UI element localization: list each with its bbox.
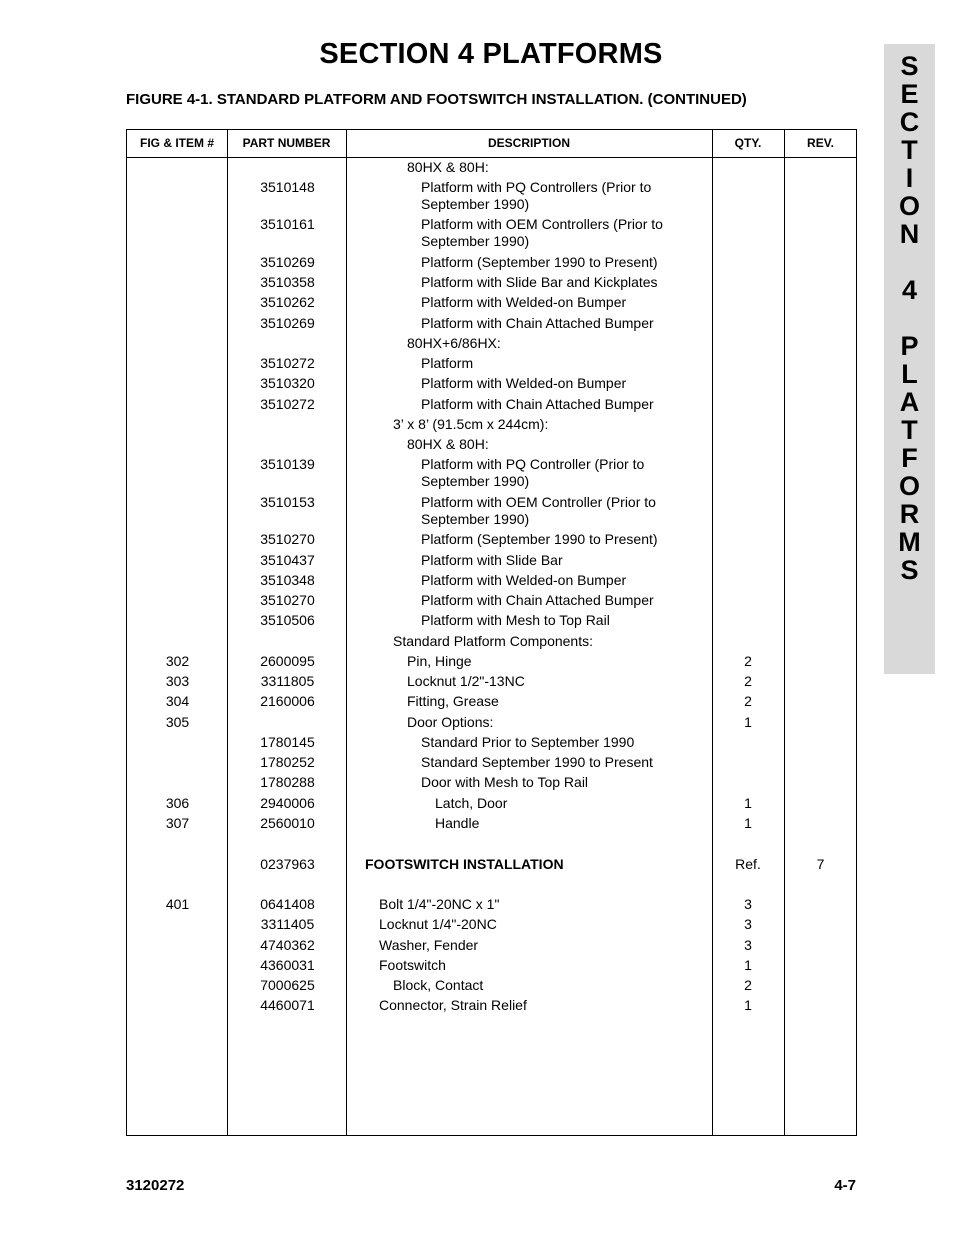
fig-item-cell: 304	[165, 693, 190, 709]
part-number-cell: 3311805	[260, 673, 315, 689]
description-cell: Handle	[435, 815, 480, 831]
qty-cell: 1	[744, 714, 752, 730]
part-number-cell: 3510437	[260, 552, 315, 568]
description-cell: Fitting, Grease	[407, 693, 499, 709]
description-cell: Door with Mesh to Top Rail	[421, 774, 589, 790]
description-cell: FOOTSWITCH INSTALLATION	[365, 856, 564, 872]
header-description: DESCRIPTION	[487, 136, 570, 150]
side-tab-letter: T	[901, 135, 918, 165]
description-cell: Platform with Chain Attached Bumper	[421, 592, 654, 608]
part-number-cell: 3510348	[260, 572, 315, 588]
side-tab-letter: R	[899, 499, 920, 529]
part-number-cell: 0641408	[260, 896, 315, 912]
description-cell: Standard Prior to September 1990	[421, 734, 635, 750]
description-cell: Pin, Hinge	[407, 653, 472, 669]
qty-cell: 1	[744, 795, 752, 811]
header-fig-item: FIG & ITEM #	[139, 136, 214, 150]
description-cell: Connector, Strain Relief	[379, 997, 527, 1013]
qty-cell: 1	[744, 997, 752, 1013]
qty-cell: 3	[744, 916, 752, 932]
description-cell: Platform with OEM Controller (Prior to	[421, 494, 656, 510]
description-cell: 80HX & 80H:	[407, 159, 489, 175]
description-cell: Standard Platform Components:	[393, 633, 593, 649]
description-cell: Locknut 1/2"-13NC	[407, 673, 525, 689]
header-qty: QTY.	[734, 136, 762, 150]
part-number-cell: 3510262	[260, 294, 315, 310]
header-rev: REV.	[807, 136, 834, 150]
side-tab-letter: I	[905, 163, 914, 193]
part-number-cell: 3510272	[260, 396, 315, 412]
side-tab-letter: S	[900, 51, 919, 81]
qty-cell: Ref.	[735, 856, 761, 872]
part-number-cell: 2940006	[260, 795, 315, 811]
part-number-cell: 3510269	[260, 315, 315, 331]
page-number: 4-7	[834, 1177, 856, 1194]
description-cell: 3’ x 8’ (91.5cm x 244cm):	[393, 416, 549, 432]
description-cell: Platform with PQ Controller (Prior to	[421, 456, 645, 472]
part-number-cell: 3510320	[260, 375, 315, 391]
description-cell: Latch, Door	[435, 795, 508, 811]
part-number-cell: 4360031	[260, 957, 315, 973]
description-cell: Platform with Slide Bar and Kickplates	[421, 274, 658, 290]
description-cell: Platform with Welded-on Bumper	[421, 375, 627, 391]
description-cell: Standard September 1990 to Present	[421, 754, 653, 770]
description-cell: Washer, Fender	[379, 937, 479, 953]
fig-item-cell: 307	[165, 815, 190, 831]
part-number-cell: 4740362	[260, 937, 315, 953]
side-tab-letter: E	[900, 79, 919, 109]
part-number-cell: 2600095	[260, 653, 315, 669]
fig-item-cell: 401	[165, 896, 190, 912]
side-tab-letter: 4	[901, 275, 918, 305]
header-part-number: PART NUMBER	[242, 136, 331, 150]
part-number-cell: 3510358	[260, 274, 315, 290]
part-number-cell: 1780252	[260, 754, 315, 770]
side-tab-letter: O	[898, 471, 920, 501]
side-tab-letter: T	[901, 415, 918, 445]
part-number-cell: 1780145	[260, 734, 315, 750]
description-cell: 80HX & 80H:	[407, 436, 489, 452]
side-tab-letter: A	[899, 387, 920, 417]
description-cell: Block, Contact	[393, 977, 484, 993]
description-cell: Door Options:	[407, 714, 494, 730]
side-tab-letter: M	[898, 527, 921, 557]
qty-cell: 2	[744, 653, 752, 669]
qty-cell: 2	[744, 693, 752, 709]
fig-item-cell: 302	[165, 653, 190, 669]
description-cell: Platform with OEM Controllers (Prior to	[421, 216, 663, 232]
part-number-cell: 3510153	[260, 494, 315, 510]
column-divider	[784, 130, 785, 1135]
part-number-cell: 3510270	[260, 531, 315, 547]
section-side-tab	[884, 44, 935, 674]
part-number-cell: 3510139	[260, 456, 315, 472]
part-number-cell: 7000625	[260, 977, 315, 993]
part-number-cell: 4460071	[260, 997, 315, 1013]
rev-cell: 7	[816, 856, 825, 872]
document-number: 3120272	[126, 1177, 185, 1194]
part-number-cell: 3510506	[260, 612, 315, 628]
side-tab-letter: F	[901, 443, 918, 473]
description-continuation: September 1990)	[421, 473, 530, 489]
side-tab-letter: N	[899, 219, 920, 249]
description-cell: Bolt 1/4"-20NC x 1"	[379, 896, 500, 912]
side-tab-letter: O	[898, 191, 920, 221]
qty-cell: 1	[744, 957, 752, 973]
part-number-cell: 2560010	[260, 815, 315, 831]
side-tab-letter: S	[900, 555, 919, 585]
qty-cell: 1	[744, 815, 752, 831]
description-cell: 80HX+6/86HX:	[407, 335, 501, 351]
description-cell: Platform with Mesh to Top Rail	[421, 612, 610, 628]
description-cell: Platform (September 1990 to Present)	[421, 531, 658, 547]
qty-cell: 2	[744, 977, 752, 993]
page-title: SECTION 4 PLATFORMS	[319, 38, 663, 70]
fig-item-cell: 305	[165, 714, 190, 730]
qty-cell: 3	[744, 937, 752, 953]
description-cell: Platform (September 1990 to Present)	[421, 254, 658, 270]
figure-title: FIGURE 4-1. STANDARD PLATFORM AND FOOTSWITCH INSTALLATION. (CONTINUED)	[126, 91, 747, 108]
part-number-cell: 2160006	[260, 693, 315, 709]
side-tab-letter: L	[901, 359, 918, 389]
part-number-cell: 3510272	[260, 355, 315, 371]
side-tab-letter: C	[899, 107, 920, 137]
part-number-cell: 0237963	[260, 856, 315, 872]
description-cell: Platform with Welded-on Bumper	[421, 572, 627, 588]
part-number-cell: 3510161	[260, 216, 315, 232]
description-continuation: September 1990)	[421, 511, 530, 527]
part-number-cell: 3510270	[260, 592, 315, 608]
part-number-cell: 3311405	[260, 916, 315, 932]
fig-item-cell: 306	[165, 795, 190, 811]
description-cell: Platform with Chain Attached Bumper	[421, 315, 654, 331]
fig-item-cell: 303	[165, 673, 190, 689]
part-number-cell: 3510148	[260, 179, 315, 195]
description-cell: Platform with Slide Bar	[421, 552, 563, 568]
description-cell: Platform with Welded-on Bumper	[421, 294, 627, 310]
description-cell: Platform	[421, 355, 474, 371]
description-continuation: September 1990)	[421, 196, 530, 212]
part-number-cell: 1780288	[260, 774, 315, 790]
side-tab-letter: P	[900, 331, 919, 361]
description-cell: Locknut 1/4"-20NC	[379, 916, 497, 932]
qty-cell: 3	[744, 896, 752, 912]
header-divider	[127, 157, 856, 158]
description-cell: Platform with PQ Controllers (Prior to	[421, 179, 652, 195]
description-cell: Footswitch	[379, 957, 446, 973]
qty-cell: 2	[744, 673, 752, 689]
parts-table	[126, 129, 857, 1136]
description-cell: Platform with Chain Attached Bumper	[421, 396, 654, 412]
part-number-cell: 3510269	[260, 254, 315, 270]
description-continuation: September 1990)	[421, 233, 530, 249]
